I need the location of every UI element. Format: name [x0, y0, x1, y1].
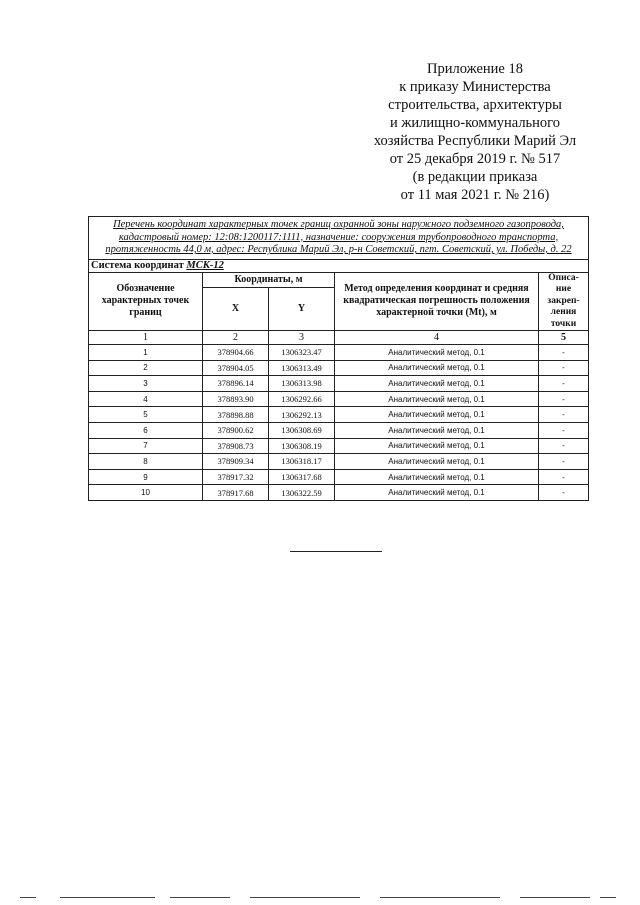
cell-point-number: 9 [89, 469, 203, 485]
cell-x: 378908.73 [203, 438, 269, 454]
cell-method: Аналитический метод, 0.1 [335, 485, 539, 501]
table-row [89, 422, 589, 438]
cell-x: 378900.62 [203, 422, 269, 438]
cell-x: 378898.88 [203, 407, 269, 423]
cell-y: 1306308.19 [269, 438, 335, 454]
cell-method: Аналитический метод, 0.1 [335, 360, 539, 376]
cell-method: Аналитический метод, 0.1 [335, 345, 539, 361]
cell-desc: - [539, 391, 589, 407]
cell-desc: - [539, 407, 589, 423]
cell-point-number: 6 [89, 422, 203, 438]
coordinate-system [89, 259, 589, 272]
cell-x: 378896.14 [203, 376, 269, 392]
cell-desc: - [539, 422, 589, 438]
cell-x: 378917.68 [203, 485, 269, 501]
cell-desc: - [539, 376, 589, 392]
table-row [89, 454, 589, 470]
column-numbers-row [89, 331, 589, 345]
cell-y: 1306322.59 [269, 485, 335, 501]
cell-desc: - [539, 485, 589, 501]
cell-y: 1306317.68 [269, 469, 335, 485]
cell-x: 378917.32 [203, 469, 269, 485]
cell-method: Аналитический метод, 0.1 [335, 376, 539, 392]
cell-desc: - [539, 438, 589, 454]
cell-y: 1306323.47 [269, 345, 335, 361]
column-number: 4 [335, 331, 539, 345]
header-line: от 11 мая 2021 г. № 216) [400, 187, 550, 203]
coordinates-table [88, 216, 589, 501]
cell-method: Аналитический метод, 0.1 [335, 438, 539, 454]
cell-y: 1306313.98 [269, 376, 335, 392]
table-row [89, 360, 589, 376]
col-header-desc: Описа-ние закреп-ления точки [539, 272, 589, 331]
cell-method: Аналитический метод, 0.1 [335, 407, 539, 423]
col-header-method: Метод определения координат и средняя квадратическая погрешность положения характерной точки (Mt), м [335, 272, 539, 331]
cell-point-number: 2 [89, 360, 203, 376]
cell-point-number: 5 [89, 407, 203, 423]
header-line: строительства, архитектуры [388, 97, 562, 113]
cell-point-number: 1 [89, 345, 203, 361]
cell-x: 378904.66 [203, 345, 269, 361]
footer-divider [290, 551, 382, 552]
table-row [89, 469, 589, 485]
cell-method: Аналитический метод, 0.1 [335, 454, 539, 470]
column-number: 5 [539, 331, 589, 345]
cell-desc: - [539, 360, 589, 376]
cell-point-number: 4 [89, 391, 203, 407]
cell-y: 1306292.13 [269, 407, 335, 423]
cell-point-number: 7 [89, 438, 203, 454]
column-number: 3 [269, 331, 335, 345]
table-row [89, 391, 589, 407]
system-label: Система координат [91, 260, 184, 271]
col-header-coords: Координаты, м [203, 272, 335, 288]
column-number: 2 [203, 331, 269, 345]
scan-edge-marks [20, 897, 620, 901]
col-header-x: X [203, 288, 269, 331]
cell-y: 1306308.69 [269, 422, 335, 438]
header-line: к приказу Министерства [399, 79, 551, 95]
appendix-header [340, 60, 610, 204]
header-line: хозяйства Республики Марий Эл [373, 133, 577, 149]
table-row [89, 485, 589, 501]
table-title: Перечень координат характерных точек границ охранной зоны наружного подземного газопровода, кадастровый номер: 12:08:1200117:1111, назначение: сооружения трубопроводного транспорта, протяженность 44,0 м, адрес: Республика Марий Эл, р-н Советский, пгт. Советский, ул. Победы, д. 22 [89, 217, 589, 260]
col-header-y: Y [269, 288, 335, 331]
header-line: Приложение 18 [427, 61, 523, 77]
cell-desc: - [539, 345, 589, 361]
cell-y: 1306292.66 [269, 391, 335, 407]
cell-method: Аналитический метод, 0.1 [335, 391, 539, 407]
table-row [89, 345, 589, 361]
cell-x: 378893.90 [203, 391, 269, 407]
table-row [89, 407, 589, 423]
cell-method: Аналитический метод, 0.1 [335, 469, 539, 485]
cell-desc: - [539, 454, 589, 470]
system-value: МСК-12 [186, 260, 224, 271]
cell-y: 1306318.17 [269, 454, 335, 470]
cell-point-number: 10 [89, 485, 203, 501]
cell-method: Аналитический метод, 0.1 [335, 422, 539, 438]
cell-point-number: 3 [89, 376, 203, 392]
header-line: (в редакции приказа [412, 169, 538, 185]
cell-x: 378904.05 [203, 360, 269, 376]
table-row [89, 438, 589, 454]
column-number: 1 [89, 331, 203, 345]
header-line: и жилищно-коммунального [389, 115, 561, 131]
cell-x: 378909.34 [203, 454, 269, 470]
table-row [89, 376, 589, 392]
cell-desc: - [539, 469, 589, 485]
cell-point-number: 8 [89, 454, 203, 470]
header-line: от 25 декабря 2019 г. № 517 [389, 151, 561, 167]
col-header-point: Обозначение характерных точек границ [89, 272, 203, 331]
cell-y: 1306313.49 [269, 360, 335, 376]
